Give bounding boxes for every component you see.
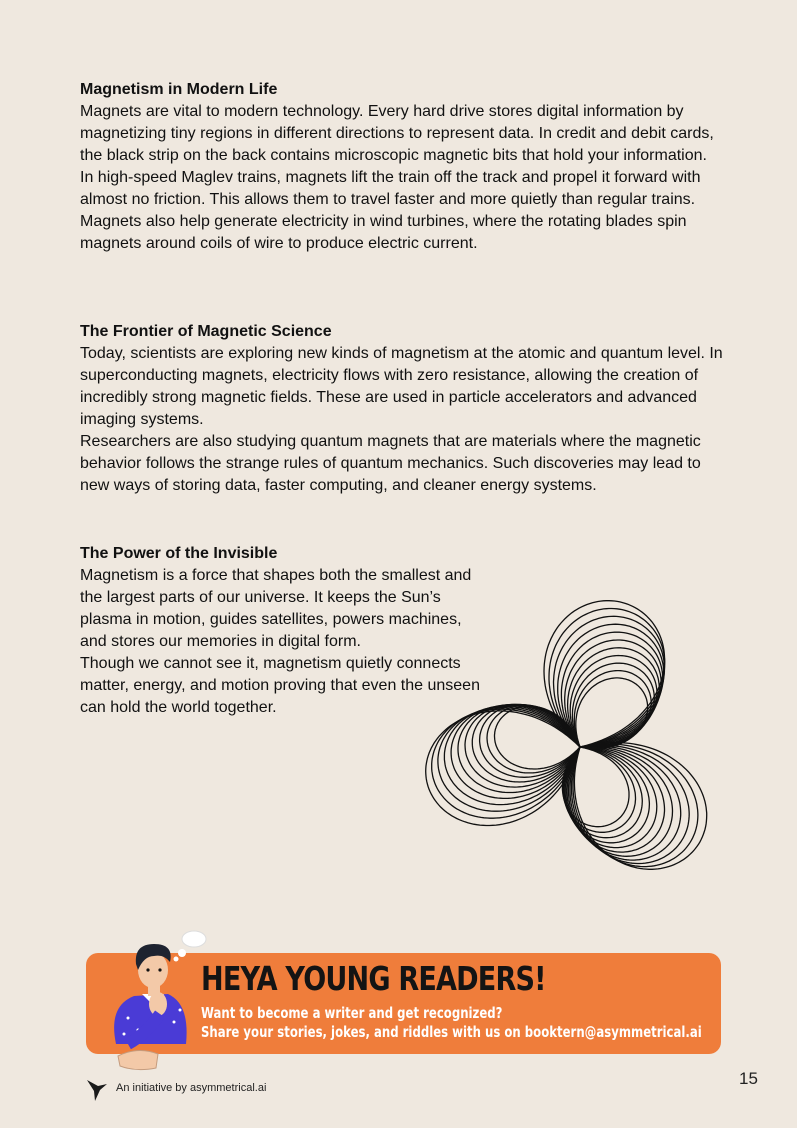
section-heading: The Frontier of Magnetic Science bbox=[80, 323, 332, 340]
footer-initiative-text: An initiative by asymmetrical.ai bbox=[116, 1082, 267, 1094]
banner-title: HEYA YOUNG READERS! bbox=[201, 959, 546, 998]
section-heading: Magnetism in Modern Life bbox=[80, 81, 278, 98]
section-heading: The Power of the Invisible bbox=[80, 545, 278, 562]
section-frontier-magnetic-science bbox=[80, 321, 730, 497]
spiral-line-art-illustration bbox=[405, 565, 745, 910]
paragraph: In high-speed Maglev trains, magnets lift the train off the track and propel it forward with almost no friction. This allows them to travel faster and more quietly than regular trains. bbox=[80, 169, 701, 208]
banner-text-line: Want to become a writer and get recognized? bbox=[201, 1004, 503, 1022]
paragraph: Magnets are vital to modern technology. Every hard drive stores digital information by magnetizing tiny regions in different directions to represent data. In credit and debit cards, the black strip on the back contains microscopic magnetic bits that hold your information. bbox=[80, 103, 714, 164]
paragraph: Magnets also help generate electricity in wind turbines, where the rotating blades spin magnets around coils of wire to produce electric current. bbox=[80, 213, 687, 252]
section-magnetism-modern-life bbox=[80, 79, 730, 255]
thinking-boy-mascot-icon bbox=[98, 926, 216, 1076]
paragraph: Today, scientists are exploring new kinds of magnetism at the atomic and quantum level. In superconducting magnets, electricity flows with zero resistance, allowing the creation of incredibly strong magnetic fields. These are used in particle accelerators and advanced imaging systems. bbox=[80, 345, 723, 428]
page-number: 15 bbox=[739, 1069, 758, 1088]
paragraph: Though we cannot see it, magnetism quietly connects matter, energy, and motion proving that even the unseen can hold the world together. bbox=[80, 655, 480, 716]
spiral-loop bbox=[432, 609, 698, 867]
paragraph: Magnetism is a force that shapes both the smallest and the largest parts of our universe. It keeps the Sun’s plasma in motion, guides satellites, powers machines, and stores our memories in digital form. bbox=[80, 567, 472, 650]
banner-text-line: Share your stories, jokes, and riddles with us on booktern@asymmetrical.ai bbox=[201, 1023, 702, 1041]
spiral-loop bbox=[458, 640, 665, 852]
bird-logo-icon bbox=[86, 1076, 108, 1102]
paragraph: Researchers are also studying quantum magnets that are materials where the magnetic behavior follows the strange rules of quantum mechanics. Such discoveries may lead to new ways of storing data, faster computing, and cleaner energy systems. bbox=[80, 433, 701, 494]
